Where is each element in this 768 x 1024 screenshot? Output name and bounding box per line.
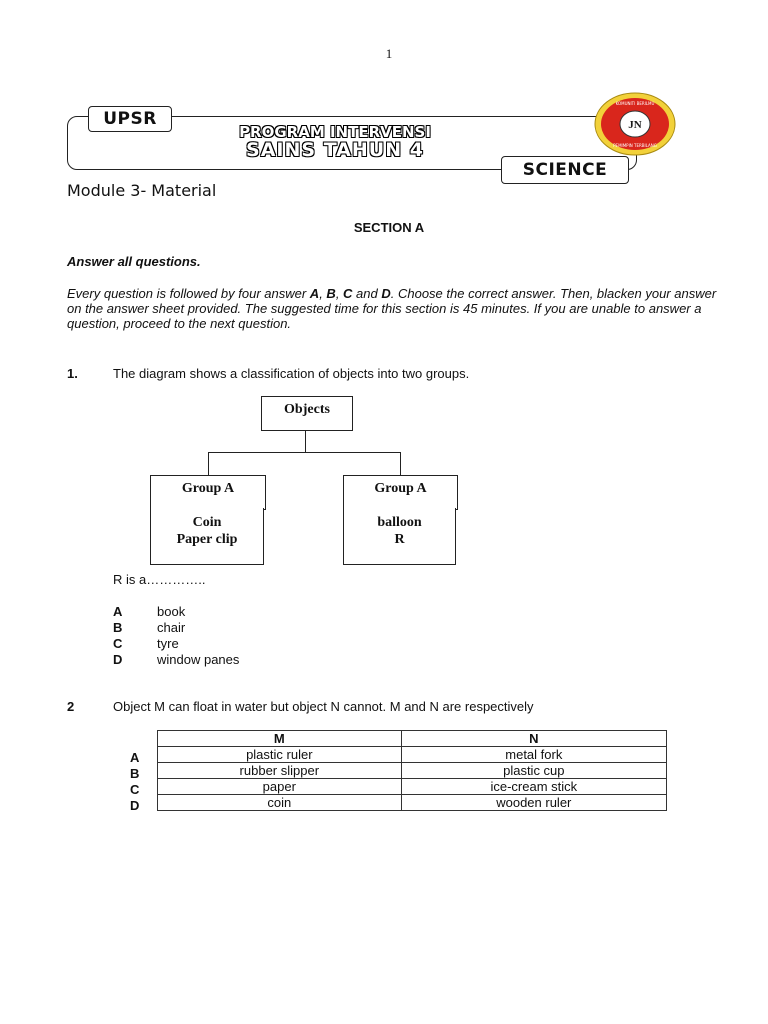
row-letter: D <box>130 798 140 813</box>
row-letter: A <box>130 750 140 765</box>
svg-text:KOMUNITI BERILMU: KOMUNITI BERILMU <box>615 101 655 106</box>
left-item: Paper clip <box>176 532 238 547</box>
left-item: Coin <box>192 515 222 530</box>
page-number: 1 <box>385 46 393 61</box>
question-1-stem: R is a………….. <box>113 572 206 587</box>
svg-text:JN: JN <box>628 119 642 131</box>
right-group-header: Group A <box>343 475 458 510</box>
table-row <box>158 795 667 811</box>
table-row <box>158 779 667 795</box>
left-group-header: Group A <box>150 475 266 510</box>
right-item: balloon <box>377 515 422 530</box>
option-letter: B <box>113 620 123 635</box>
row-letter: B <box>130 766 140 781</box>
column-header-m: M <box>158 731 402 747</box>
instruction: Answer all questions. <box>67 254 201 269</box>
question-1-number: 1. <box>67 366 78 381</box>
option-letter: A <box>113 604 123 619</box>
diagram-connector <box>400 452 401 475</box>
option-letter: D <box>113 652 123 667</box>
module-title: Module 3- Material <box>67 181 217 200</box>
diagram-connector <box>208 452 209 475</box>
cell-n: ice-cream stick <box>401 779 666 795</box>
answer-table <box>157 730 667 811</box>
cell-n: wooden ruler <box>401 795 666 811</box>
table-row <box>158 763 667 779</box>
cell-n: plastic cup <box>401 763 666 779</box>
diagram-connector <box>208 452 401 453</box>
right-group-items <box>343 508 456 565</box>
diagram-root-box: Objects <box>261 396 353 431</box>
option-text: window panes <box>157 652 240 667</box>
table-row <box>158 747 667 763</box>
section-title: SECTION A <box>353 220 425 235</box>
upsr-tag: UPSR <box>88 106 172 132</box>
column-header-n: N <box>401 731 666 747</box>
cell-m: paper <box>158 779 402 795</box>
right-item: R <box>394 532 405 547</box>
option-letter: C <box>113 636 123 651</box>
cell-n: metal fork <box>401 747 666 763</box>
diagram-connector <box>305 430 306 452</box>
cell-m: rubber slipper <box>158 763 402 779</box>
table-header-row <box>158 731 667 747</box>
question-2-text: Object M can float in water but object N cannot. M and N are respectively <box>113 699 534 714</box>
intro-paragraph: Every question is followed by four answer A, B, C and D. Choose the correct answer. Then, blacken your answer on the answer sheet provided. The suggested time for this section is 45 minutes. If you are unable to answer a question, proceed to the next question. <box>67 286 717 331</box>
svg-text:PEMIMPIN TERBILANG: PEMIMPIN TERBILANG <box>613 143 657 148</box>
question-1-text: The diagram shows a classification of objects into two groups. <box>113 366 470 381</box>
cell-m: plastic ruler <box>158 747 402 763</box>
program-title-line1: PROGRAM INTERVENSI <box>239 123 431 141</box>
cell-m: coin <box>158 795 402 811</box>
question-2-number: 2 <box>67 699 75 714</box>
program-title-line2: SAINS TAHUN 4 <box>246 139 424 161</box>
option-text: book <box>157 604 186 619</box>
school-crest-logo <box>594 92 676 156</box>
option-text: chair <box>157 620 186 635</box>
science-tag: SCIENCE <box>501 156 629 184</box>
left-group-items <box>150 508 264 565</box>
option-text: tyre <box>157 636 179 651</box>
row-letter: C <box>130 782 140 797</box>
